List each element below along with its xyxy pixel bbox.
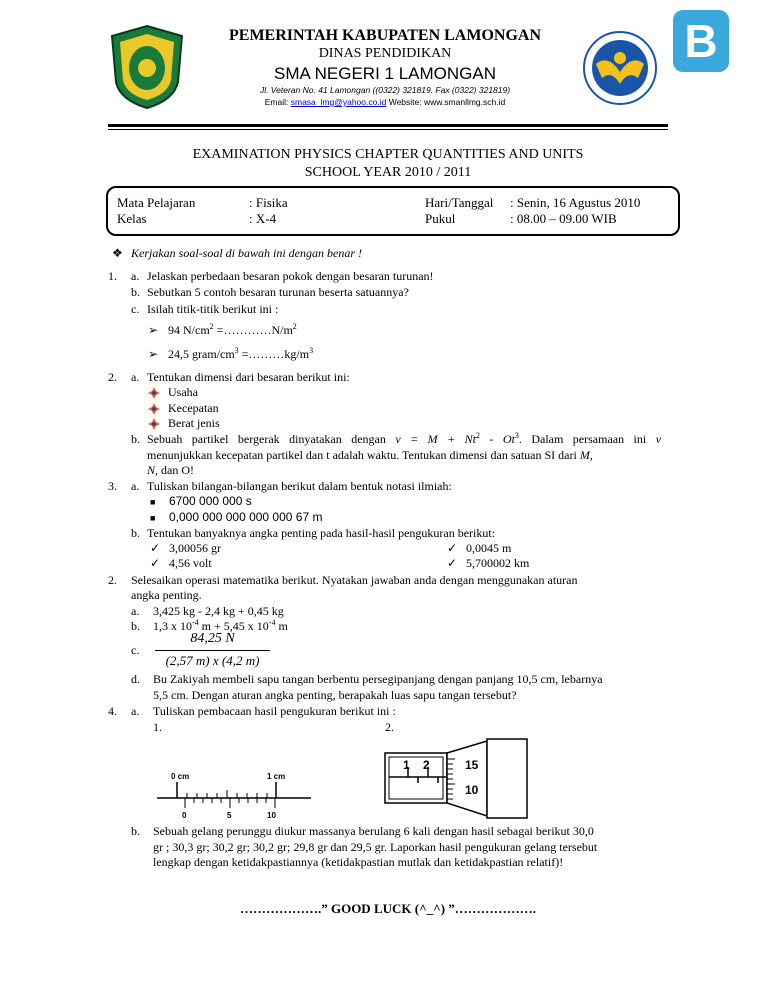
time-value: : 08.00 – 09.00 WIB bbox=[510, 211, 617, 226]
square-bullet-icon: ■ bbox=[150, 497, 156, 507]
q2-b-line3: N, dan O! bbox=[147, 463, 195, 477]
class-label: Kelas bbox=[117, 211, 147, 226]
q1-c2-sup2: 3 bbox=[309, 346, 314, 355]
q4-text-1: Selesaikan operasi matematika berikut. Nyatakan jawaban anda dengan menggunakan aturan bbox=[131, 573, 578, 587]
q1-c2-rhs: =………kg/m bbox=[238, 347, 310, 361]
email-label: Email: bbox=[264, 97, 289, 107]
q2-number: 2. bbox=[108, 370, 117, 384]
arrow-bullet-icon: ➢ bbox=[148, 347, 159, 361]
left-logo bbox=[108, 24, 186, 110]
website: Website: www.smanllmg.sch.id bbox=[388, 97, 506, 107]
q4-c-numerator: 84,25 N bbox=[190, 631, 235, 646]
diamond-bullet-icon: ❖ bbox=[112, 246, 123, 260]
q2-b-line1: Sebuah partikel bergerak dinyatakan dengan $v = M + Nt^2 - Ot^3$. Dalam persamaan ini v bbox=[147, 431, 662, 446]
q5-b-line1: Sebuah gelang perunggu diukur massanya berulang 6 kali dengan hasil sebagai berikut 30,0 bbox=[153, 824, 594, 838]
header-dept: DINAS PENDIDIKAN bbox=[318, 46, 452, 61]
vernier-caliper-diagram bbox=[155, 768, 315, 822]
time-label: Pukul bbox=[425, 211, 456, 226]
school-year: SCHOOL YEAR 2010 / 2011 bbox=[304, 165, 472, 180]
q2-item: Usaha bbox=[168, 385, 198, 399]
q5-a-text: Tuliskan pembacaan hasil pengukuran berikut ini : bbox=[153, 704, 396, 718]
ruler-label-bottom: 5 bbox=[227, 811, 232, 820]
q3-b-letter: b. bbox=[131, 526, 140, 540]
fig-1-label: 1. bbox=[153, 720, 162, 734]
q1-c1-lhs: 94 N/cm bbox=[168, 323, 210, 337]
q1-c-text: Isilah titik-titik berikut ini : bbox=[147, 302, 279, 316]
q4-d-letter: d. bbox=[131, 672, 140, 686]
q1-a-text: Jelaskan perbedaan besaran pokok dengan besaran turunan! bbox=[147, 269, 434, 283]
q1-c1-rhs: =…………N/m bbox=[213, 323, 293, 337]
q1-c1 bbox=[168, 323, 297, 338]
cross-arrows-icon bbox=[148, 386, 160, 398]
q4-d-line1: Bu Zakiyah membeli sapu tangan berbentu persegipanjang dengan panjang 10,5 cm, lebarnya bbox=[153, 672, 603, 686]
header-rule-thin bbox=[108, 129, 668, 130]
header-gov: PEMERINTAH KABUPATEN LAMONGAN bbox=[229, 27, 541, 44]
footer-good-luck: ……………….” GOOD LUCK (^_^) ”………………. bbox=[239, 901, 537, 916]
fraction-bar bbox=[155, 650, 270, 651]
q2-a-text: Tentukan dimensi dari besaran berikut ini: bbox=[147, 370, 350, 384]
arrow-bullet-icon: ➢ bbox=[148, 323, 159, 337]
micrometer-diagram bbox=[383, 737, 529, 820]
q1-c2-lhs: 24,5 gram/cm bbox=[168, 347, 235, 361]
q2-a-letter: a. bbox=[131, 370, 140, 384]
q2-item: Kecepatan bbox=[168, 401, 219, 415]
q4-b-letter: b. bbox=[131, 619, 140, 633]
check-icon: ✓ bbox=[447, 541, 458, 555]
q1-b-letter: b. bbox=[131, 285, 140, 299]
q5-a-letter: a. bbox=[131, 704, 140, 718]
header-address: Jl. Veteran No. 41 Lamongan ((0322) 321819. Fax (0322) 321819) bbox=[259, 85, 511, 95]
q4-c-letter: c. bbox=[131, 643, 140, 657]
q4-b-text: 1,3 x $10^{-4}$ m + 5,45 x $10^{-4}$ m bbox=[153, 618, 288, 633]
q3-a-item: 0,000 000 000 000 000 67 m bbox=[169, 510, 323, 524]
q1-c2-sup: 3 bbox=[234, 346, 239, 355]
header-contact bbox=[190, 97, 580, 107]
q1-c-letter: c. bbox=[131, 302, 140, 316]
day-value: : Senin, 16 Agustus 2010 bbox=[510, 195, 641, 210]
header-school: SMA NEGERI 1 LAMONGAN bbox=[274, 64, 496, 83]
q4-text-2: angka penting. bbox=[131, 588, 202, 602]
cross-arrows-icon bbox=[148, 402, 160, 414]
q3-b-item: 3,00056 gr bbox=[169, 541, 221, 555]
cross-arrows-icon bbox=[148, 417, 160, 429]
q2-item: Berat jenis bbox=[168, 416, 220, 430]
version-badge: B bbox=[673, 10, 729, 72]
q1-number: 1. bbox=[108, 269, 117, 283]
ruler-label-bottom: 0 bbox=[182, 811, 187, 820]
q4-d-line2: 5,5 cm. Dengan aturan angka penting, berapakah luas sapu tangan tersebut? bbox=[153, 688, 517, 702]
right-logo bbox=[582, 24, 658, 112]
ruler-label-top-right: 1 cm bbox=[267, 772, 286, 781]
q3-b-text: Tentukan banyaknya angka penting pada hasil-hasil pengukuran berikut: bbox=[147, 526, 496, 540]
ruler-label-bottom: 10 bbox=[267, 811, 276, 820]
micrometer-main-label: 1 bbox=[403, 758, 410, 772]
q5-b-letter: b. bbox=[131, 824, 140, 838]
q2-b-line2: menunjukkan kecepatan partikel dan t adalah waktu. Tentukan dimensi dan satuan SI dari M, bbox=[147, 448, 593, 462]
q4-a-letter: a. bbox=[131, 604, 140, 618]
instruction: Kerjakan soal-soal di bawah ini dengan benar ! bbox=[131, 246, 362, 260]
micrometer-thimble-label: 15 bbox=[465, 758, 479, 772]
q4-a-text: 3,425 kg - 2,4 kg + 0,45 kg bbox=[153, 604, 284, 618]
day-label: Hari/Tanggal bbox=[425, 195, 494, 210]
check-icon: ✓ bbox=[150, 556, 161, 570]
q5-b-line2: gr ; 30,3 gr; 30,2 gr; 30,2 gr; 29,8 gr dan 29,5 gr. Laporkan hasil pengukuran gelang tersebut bbox=[153, 840, 598, 854]
q3-a-letter: a. bbox=[131, 479, 140, 493]
q5-b-line3: lengkap dengan ketidakpastiannya (ketidakpastian mutlak dan ketidakpastian relatif)! bbox=[153, 855, 564, 869]
subject-value: : Fisika bbox=[249, 195, 288, 210]
q4-number: 2. bbox=[108, 573, 117, 587]
q4-c-denominator: (2,57 m) x (4,2 m) bbox=[165, 653, 260, 668]
q3-b-item: 4,56 volt bbox=[169, 556, 212, 570]
q3-number: 3. bbox=[108, 479, 117, 493]
q3-a-text: Tuliskan bilangan-bilangan berikut dalam bentuk notasi ilmiah: bbox=[147, 479, 452, 493]
square-bullet-icon: ■ bbox=[150, 513, 156, 523]
q3-b-item: 0,0045 m bbox=[466, 541, 512, 555]
ruler-label-top-left: 0 cm bbox=[171, 772, 190, 781]
q2-b-letter: b. bbox=[131, 432, 140, 446]
header-rule bbox=[108, 124, 668, 127]
check-icon: ✓ bbox=[447, 556, 458, 570]
q1-c2 bbox=[168, 347, 313, 362]
q1-c1-sup: 2 bbox=[209, 322, 214, 331]
subject-label: Mata Pelajaran bbox=[117, 195, 196, 210]
q3-a-item: 6700 000 000 s bbox=[169, 494, 252, 508]
q1-a-letter: a. bbox=[131, 269, 140, 283]
micrometer-thimble-label: 10 bbox=[465, 783, 479, 797]
q1-c1-sup2: 2 bbox=[292, 322, 297, 331]
q5-number: 4. bbox=[108, 704, 117, 718]
check-icon: ✓ bbox=[150, 541, 161, 555]
email-link[interactable]: smasa_lmg@yahoo.co.id bbox=[290, 97, 387, 107]
q1-b-text: Sebutkan 5 contoh besaran turunan beserta satuannya? bbox=[147, 285, 409, 299]
class-value: : X-4 bbox=[249, 211, 277, 226]
micrometer-main-label: 2 bbox=[423, 758, 430, 772]
fig-2-label: 2. bbox=[385, 720, 394, 734]
q3-b-item: 5,700002 km bbox=[466, 556, 530, 570]
exam-title: EXAMINATION PHYSICS CHAPTER QUANTITIES AND UNITS bbox=[192, 147, 584, 162]
